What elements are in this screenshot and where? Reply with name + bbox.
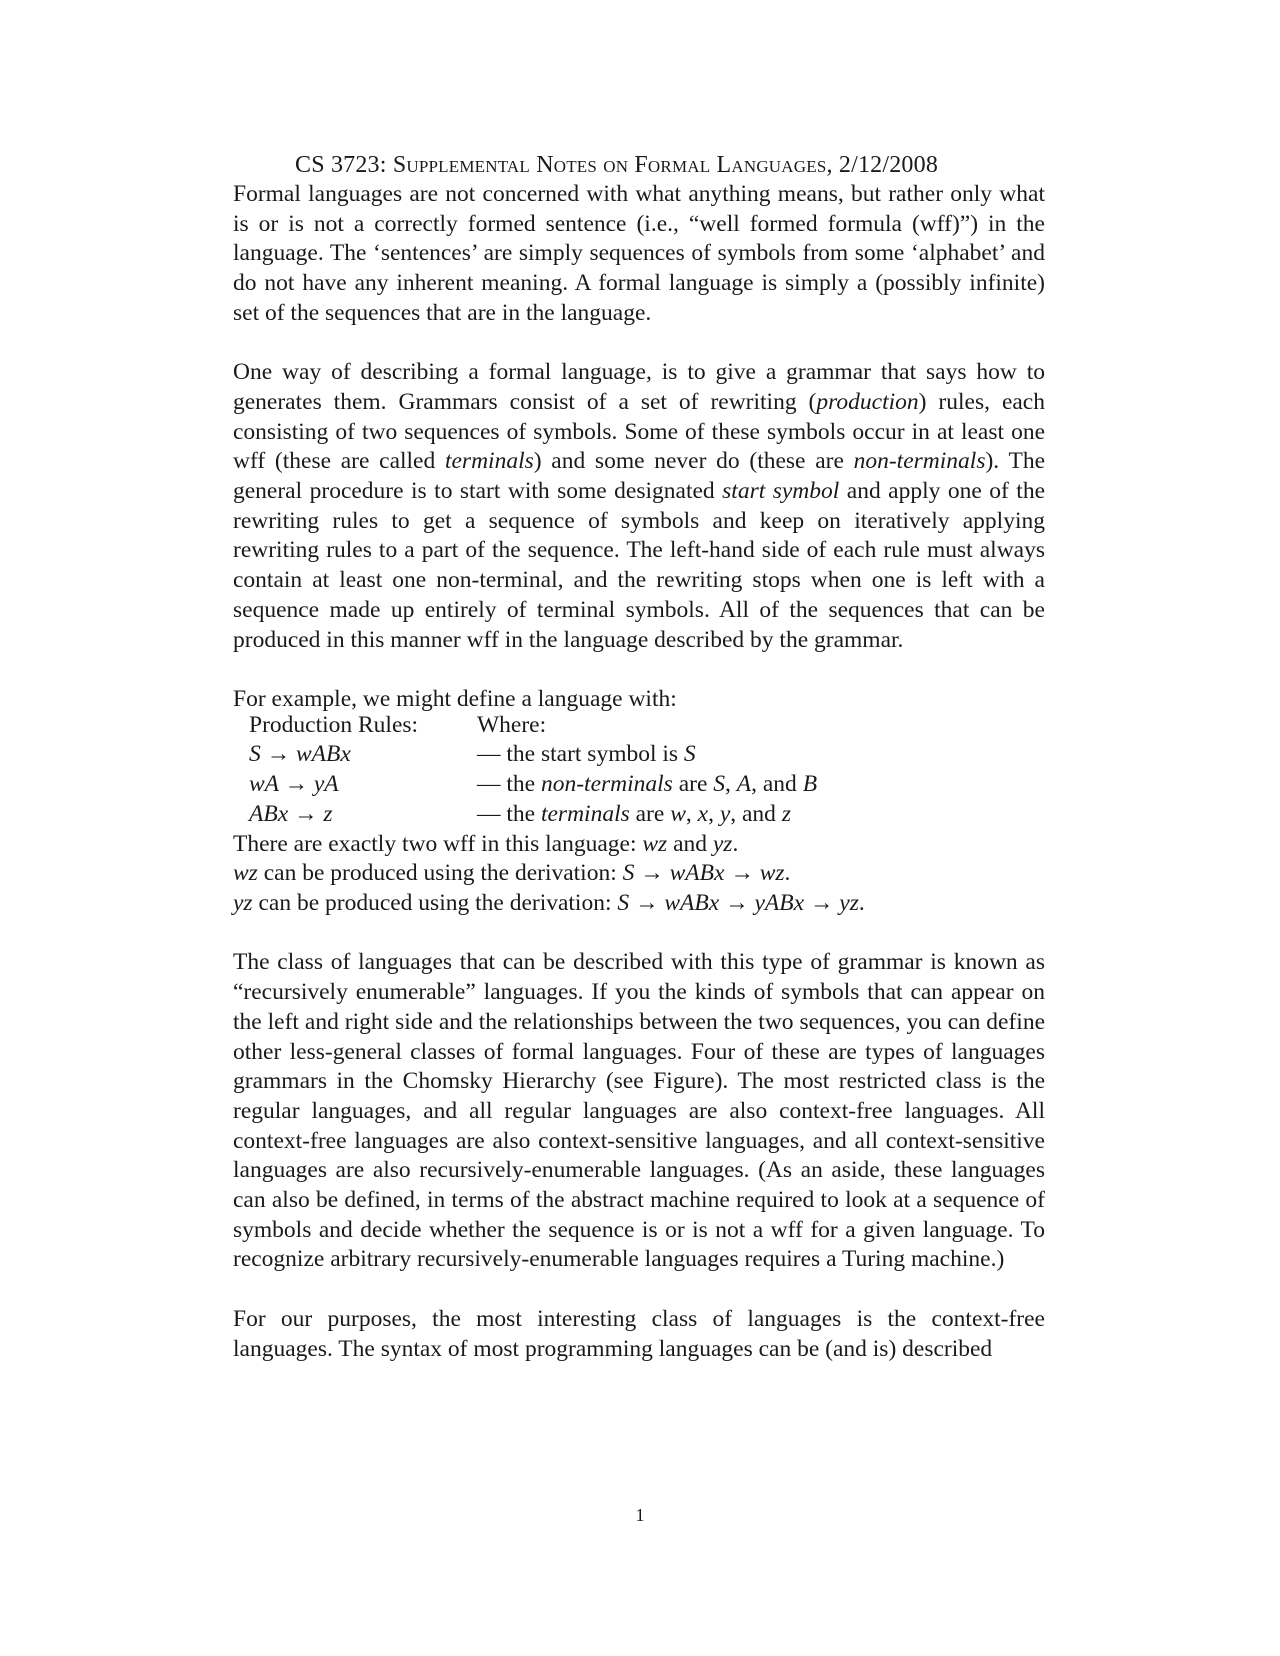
rule-3: ABx → z bbox=[249, 800, 333, 827]
where-terminals: — the terminals are w, x, y, and z bbox=[477, 800, 791, 827]
paragraph-chomsky: The class of languages that can be described with this type of grammar is known as “recursively enumerable” languages. If you the kinds of symbols that can appear on the left and right side and the relationships between the two sequences, you can define other less-general classes of formal languages. Four of these are types of languages grammars in the Chomsky Hierarchy (see Figure). The most restricted class is the regular languages, and all regular languages are also context-free languages. All context-free languages are also context-sensitive languages, and all context-sensitive languages are also recursively-enumerable languages. (As an aside, these languages can also be defined, in terms of the abstract machine required to look at a sequence of symbols and decide whether the sequence is or is not a wff for a given language. To recognize arbitrary recursively-enumerable languages requires a Turing machine.) bbox=[233, 949, 1045, 1273]
course-code: CS 3723: bbox=[295, 152, 387, 178]
production-rules-header: Production Rules: bbox=[249, 711, 419, 738]
example-intro: For example, we might define a language with: bbox=[233, 685, 677, 712]
grammar-table bbox=[233, 711, 1045, 827]
where-header: Where: bbox=[477, 711, 547, 738]
paragraph-context-free: For our purposes, the most interesting class of languages is the context-free languages. The syntax of most programming languages can be (and is) described bbox=[233, 1305, 1045, 1362]
derivation-wz: wz can be produced using the derivation: S → wABx → wz. bbox=[233, 860, 791, 887]
where-column bbox=[477, 711, 817, 830]
derivation-yz: yz can be produced using the derivation: S → wABx → yABx → yz. bbox=[233, 890, 865, 917]
rule-1: S → wABx bbox=[249, 741, 351, 768]
title-date: , 2/12/2008 bbox=[826, 152, 939, 178]
wff-count-line: There are exactly two wff in this language: wz and yz. bbox=[233, 830, 739, 857]
title-text: Supplemental Notes on Formal Languages bbox=[392, 152, 827, 178]
derivation-lines bbox=[233, 830, 1045, 919]
where-start-symbol: — the start symbol is S bbox=[477, 741, 696, 768]
rule-2: wA → yA bbox=[249, 771, 339, 797]
document-title bbox=[233, 150, 1045, 180]
document-page bbox=[233, 150, 1045, 1364]
page-number: 1 bbox=[635, 1505, 645, 1525]
paragraph-grammar: One way of describing a formal language, is to give a grammar that says how to generates them. Grammars consist of a set of rewriting (production) rules, each consisting of two sequences of symbols. Some of these symbols occur in at least one wff (these are called terminals) and some never do (these are non-terminals). The general procedure is to start with some designated start symbol and apply one of the rewriting rules to get a sequence of symbols and keep on iteratively applying rewriting rules to a part of the sequence. The left-hand side of each rule must always contain at least one non-terminal, and the rewriting stops when one is left with a sequence made up entirely of terminal symbols. All of the sequences that can be produced in this manner wff in the language described by the grammar. bbox=[233, 359, 1045, 653]
where-non-terminals: — the non-terminals are S, A, and B bbox=[477, 771, 818, 797]
paragraph-intro: Formal languages are not concerned with what anything means, but rather only what is or is not a correctly formed sentence (i.e., “well formed formula (wff)”) in the language. The ‘sentences’ are simply sequences of symbols from some ‘alphabet’ and do not have any inherent meaning. A formal language is simply a (possibly infinite) set of the sequences that are in the language. bbox=[233, 181, 1045, 326]
production-rules-column bbox=[249, 711, 418, 830]
